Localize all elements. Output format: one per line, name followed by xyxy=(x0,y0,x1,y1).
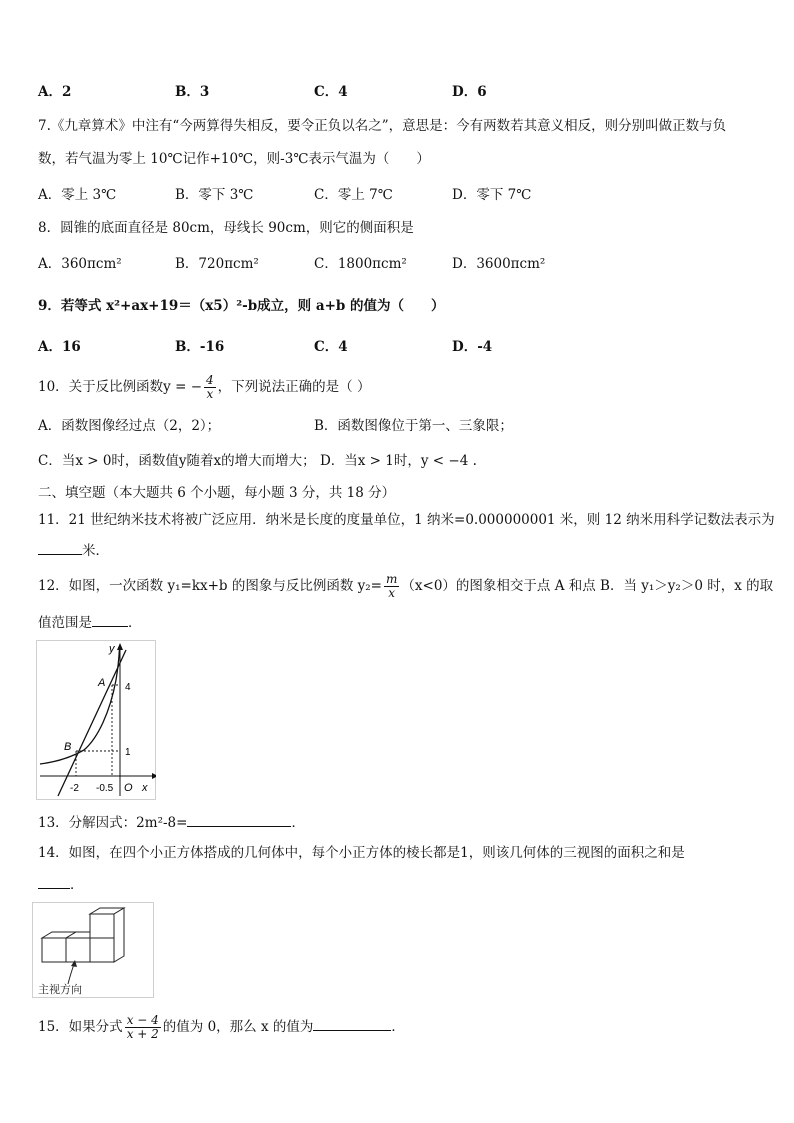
q10-option-a: A．函数图像经过点（2，2）； xyxy=(38,418,221,434)
q14-cube-figure xyxy=(32,902,154,998)
q15-stem xyxy=(38,1010,405,1044)
cube-front-face xyxy=(66,938,90,962)
q6-option-b: B．3 xyxy=(175,84,210,100)
q10-options-cd: C．当x > 0时，函数值y随着x的增大而增大； D．当x > 1时，y < −4 . xyxy=(38,453,477,469)
q14-answer-blank[interactable] xyxy=(38,874,70,889)
q9-option-c: C．4 xyxy=(314,339,348,355)
q9-option-a: A．16 xyxy=(38,339,81,355)
q8-option-a: A．360πcm² xyxy=(38,256,122,272)
q7-option-c: C．零上 7℃ xyxy=(314,187,393,203)
q7-option-a: A．零上 3℃ xyxy=(38,187,117,203)
q6-options xyxy=(38,82,758,102)
tick-label-neg0.5: -0.5 xyxy=(96,783,114,794)
q15-answer-blank[interactable] xyxy=(313,1016,391,1031)
q14-suffix: ． xyxy=(70,877,84,893)
q14-stem-line1: 14．如图，在四个小正方体搭成的几何体中，每个小正方体的棱长都是1，则该几何体的三视图的面积之和是 xyxy=(38,845,685,861)
cube-front-face xyxy=(42,938,66,962)
q11-answer-blank[interactable] xyxy=(38,540,82,555)
q9-option-b: B．-16 xyxy=(175,339,225,355)
q8-stem: 8．圆锥的底面直径是 80cm，母线长 90cm，则它的侧面积是 xyxy=(38,220,414,236)
q11-stem-line2 xyxy=(38,540,109,561)
q15-frac-num: x − 4 xyxy=(126,1013,159,1027)
q10-stem xyxy=(38,372,370,402)
q6-option-a: A．2 xyxy=(38,84,72,100)
q10-stem-post: ，下列说法正确的是（ ） xyxy=(217,379,371,395)
q12-frac-den: x xyxy=(388,586,396,600)
q12-line2-text: 值范围是 xyxy=(38,615,92,631)
section-heading: 二、填空题（本大题共 6 个小题，每小题 3 分，共 18 分） xyxy=(38,485,396,501)
view-direction-arrow xyxy=(68,964,74,984)
q10-frac-den: x xyxy=(206,387,214,401)
q15-frac-den: x + 2 xyxy=(126,1027,159,1041)
q12-stem-line2: 值范围是 ． xyxy=(38,612,142,633)
q13-answer-blank[interactable] xyxy=(187,812,291,827)
q11-suffix: 米． xyxy=(82,543,109,559)
x-axis-label: x xyxy=(142,782,148,794)
q10-stem-pre: 10．关于反比例函数y = − xyxy=(38,379,203,395)
q6-option-c: C．4 xyxy=(314,84,348,100)
q13-suffix: ． xyxy=(291,815,305,831)
q7-options xyxy=(38,185,758,205)
q8-options xyxy=(38,254,758,274)
q10-frac-num: 4 xyxy=(206,373,214,387)
tick-label-4: 4 xyxy=(125,682,131,693)
q12-fraction xyxy=(384,573,399,600)
origin-label: O xyxy=(124,782,133,794)
q11-stem-line1: 11．21 世纪纳米技术将被广泛应用．纳米是长度的度量单位，1 纳米=0.000000001 米，则 12 纳米用科学记数法表示为 xyxy=(38,512,775,528)
q12-stem-pre: 12．如图，一次函数 y₁=kx+b 的图象与反比例函数 y₂= xyxy=(38,578,382,594)
q13-text: 13．分解因式：2m²-8= xyxy=(38,815,188,831)
q9-options xyxy=(38,337,758,357)
y-axis-label: y xyxy=(109,643,115,655)
q7-option-d: D．零下 7℃ xyxy=(452,187,532,203)
q15-stem-post: 的值为 0，那么 x 的值为 xyxy=(162,1019,314,1035)
q10-fraction xyxy=(204,374,216,401)
q12-frac-num: m xyxy=(386,572,398,586)
q7-stem-line1: 7.《九章算术》中注有“今两算得失相反，要令正负以名之”，意思是：今有两数若其意义相反，则分别叫做正数与负 xyxy=(38,118,727,134)
q9-option-d: D．-4 xyxy=(452,339,493,355)
q12-stem-line1 xyxy=(38,570,773,602)
view-direction-caption: 主视方向 xyxy=(38,984,82,996)
q15-suffix: ． xyxy=(391,1019,405,1035)
hyperbola-curve xyxy=(40,648,120,764)
tick-label-neg2: -2 xyxy=(70,783,79,794)
q12-function-graph xyxy=(36,640,156,800)
q8-option-b: B．720πcm² xyxy=(175,256,259,272)
q12-answer-blank[interactable] xyxy=(92,612,128,627)
tick-label-1: 1 xyxy=(125,747,131,758)
q13-stem xyxy=(38,812,305,833)
point-b-label: B xyxy=(64,741,72,753)
cube-front-face xyxy=(90,914,114,938)
q15-stem-pre: 15．如果分式 xyxy=(38,1019,123,1035)
q7-stem-line2: 数，若气温为零上 10℃记作+10℃，则-3℃表示气温为（ ） xyxy=(38,151,430,167)
q12-stem-post: （x<0）的图象相交于点 A 和点 B．当 y₁＞y₂＞0 时，x 的取 xyxy=(401,578,774,594)
cube-side-face xyxy=(114,908,124,962)
linear-function-line xyxy=(58,650,126,796)
q10-options-ab xyxy=(38,416,758,436)
q6-option-d: D．6 xyxy=(452,84,487,100)
q9-stem: 9．若等式 x²+ax+19＝（x5）²-b成立，则 a+b 的值为（ ） xyxy=(38,298,445,314)
q8-option-c: C．1800πcm² xyxy=(314,256,407,272)
q14-stem-line2 xyxy=(38,874,84,895)
q8-option-d: D．3600πcm² xyxy=(452,256,546,272)
point-a-label: A xyxy=(98,677,106,689)
q10-option-b: B．函数图像位于第一、三象限； xyxy=(314,418,513,434)
cube-front-face xyxy=(90,938,114,962)
q7-option-b: B．零下 3℃ xyxy=(175,187,254,203)
q15-fraction xyxy=(125,1014,161,1041)
